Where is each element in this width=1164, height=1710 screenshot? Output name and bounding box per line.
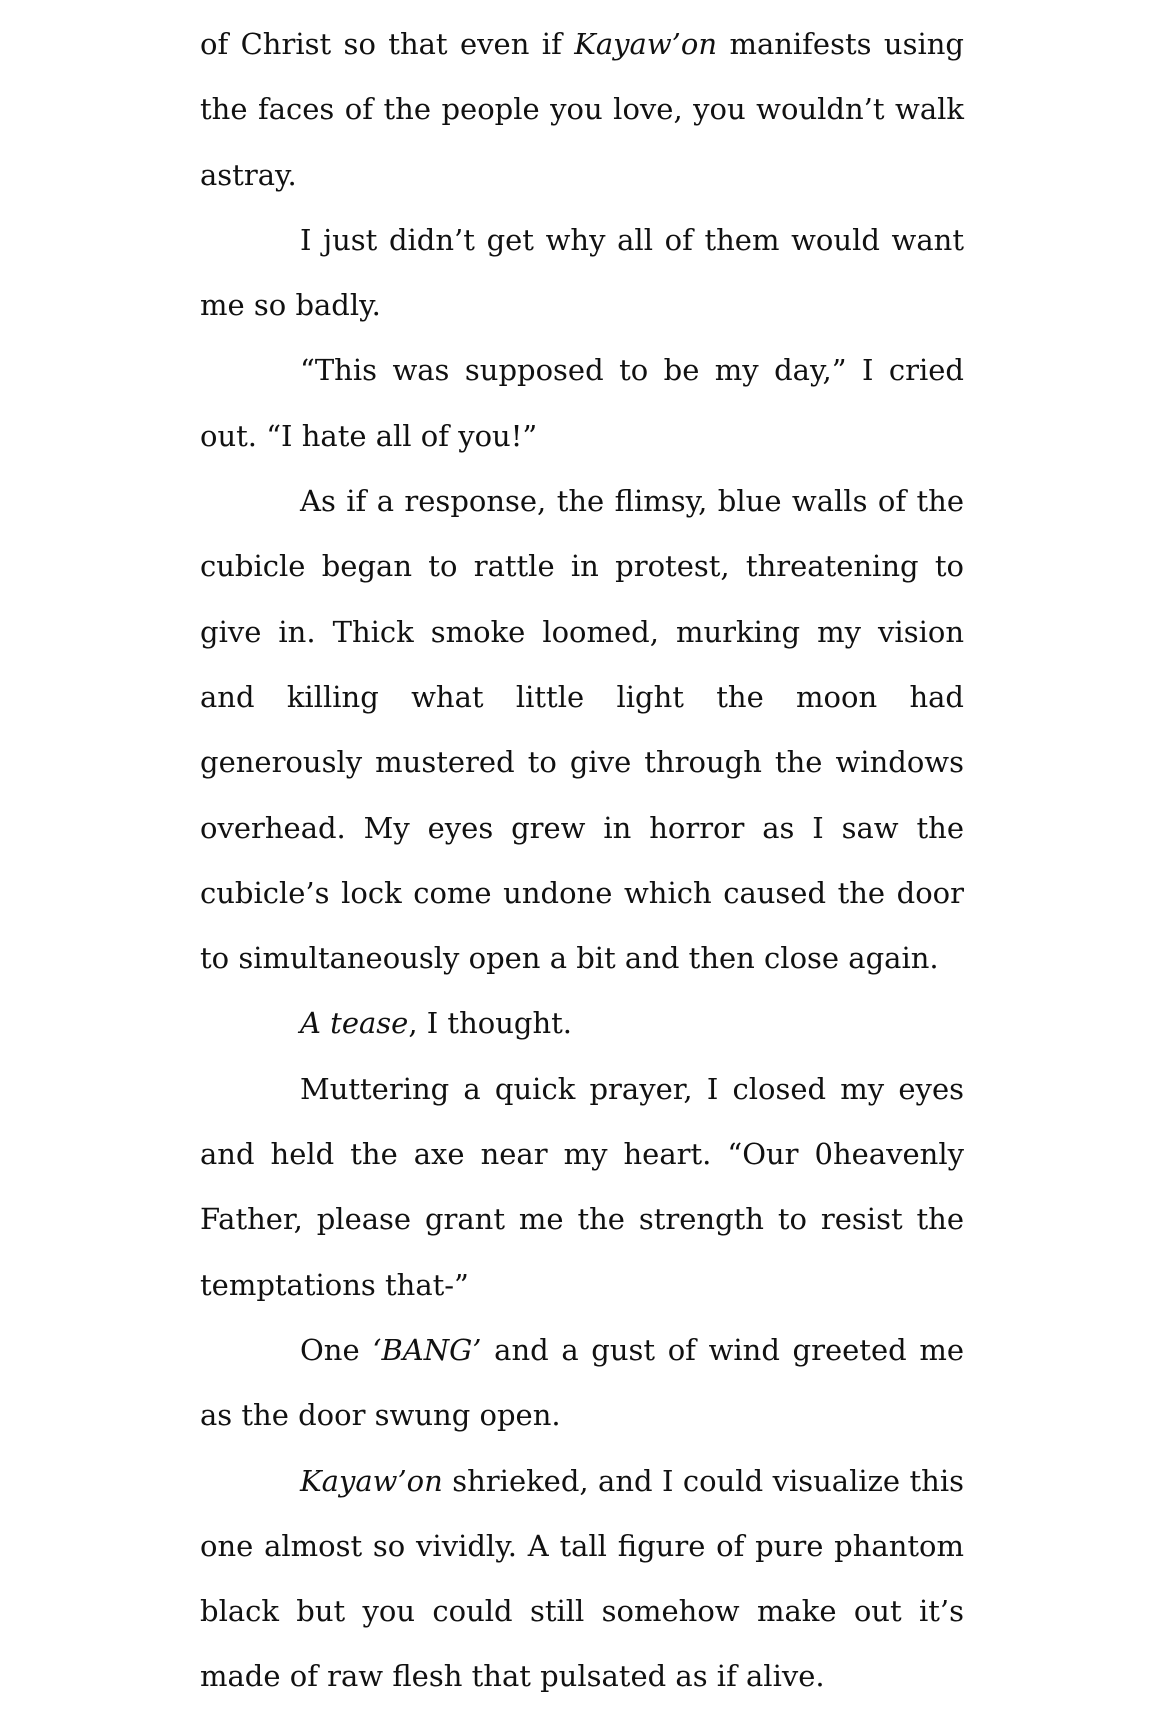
paragraph-7: [200, 1318, 964, 1449]
paragraph-text: I just didn’t get why all of them would want me so badly.: [200, 222, 964, 323]
italic-text: Kayaw’on: [574, 27, 718, 61]
italic-text: ‘BANG’: [372, 1332, 482, 1367]
paragraph-text: shrieked, and I could visualize this one almost so vividly. A tall figure of pure phantom black but you could still somehow make out it’s made of raw flesh that pulsated as if alive.: [200, 1463, 964, 1694]
paragraph-text: , I thought.: [408, 1006, 573, 1041]
paragraph-5: [200, 991, 964, 1056]
paragraph-text: As if a response, the flimsy, blue walls of the cubicle began to rattle in protest, threatening to give in. Thick smoke loomed, murking my vision and killing what little light the moon had generously mustered to give through the windows overhead. My eyes grew in horror as I saw the cubicle’s lock come undone which caused the door to simultaneously open a bit and then close again.: [200, 484, 964, 976]
paragraph-3: [200, 338, 964, 469]
paragraph-2: [200, 208, 964, 339]
paragraph-text: “This was supposed to be my day,” I cried out. “I hate all of you!”: [200, 353, 964, 453]
italic-text: A tease: [300, 1006, 409, 1041]
document-page: [200, 12, 964, 1710]
paragraph-1: [200, 12, 964, 208]
italic-text: Kayaw’on: [300, 1463, 443, 1498]
paragraph-text: manifests using the faces of the people you love, you wouldn’t walk astray.: [200, 27, 964, 192]
paragraph-6: [200, 1057, 964, 1318]
paragraph-text: Muttering a quick prayer, I closed my eyes and held the axe near my heart. “Our 0heavenly Father, please grant me the strength to resist the temptations that-”: [200, 1071, 964, 1302]
paragraph-4: [200, 469, 964, 991]
paragraph-text: and a gust of wind greeted me as the door swung open.: [200, 1332, 964, 1433]
paragraph-text: One: [300, 1332, 373, 1367]
paragraph-text: of Christ so that even if: [200, 27, 575, 61]
paragraph-8: [200, 1449, 964, 1710]
